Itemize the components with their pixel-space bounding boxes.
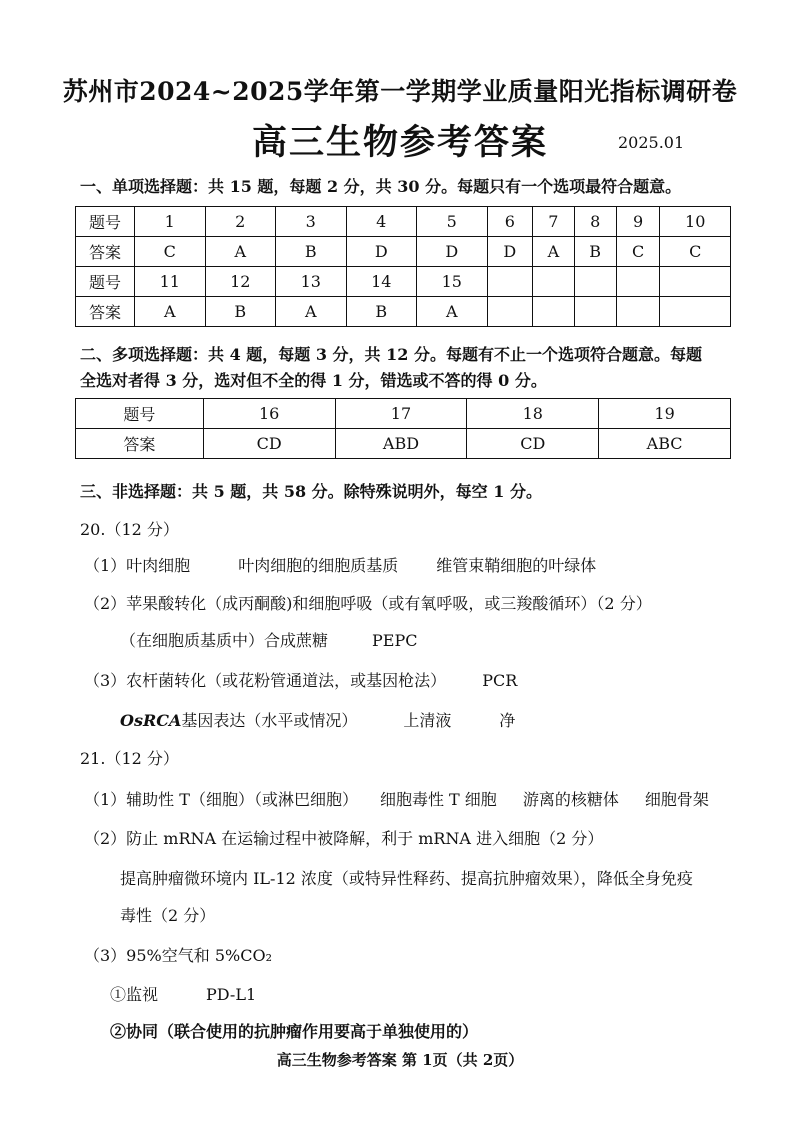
- q21-part2: （2）防止 mRNA 在运输过程中被降解，利于 mRNA 进入细胞（2 分）: [84, 829, 604, 848]
- q21-p1-a: （1）辅助性 T（细胞）（或淋巴细胞）: [84, 790, 358, 809]
- table-cell: C: [616, 237, 660, 267]
- q20-p1-c: 维管束鞘细胞的叶绿体: [436, 556, 597, 575]
- table-cell: B: [574, 237, 616, 267]
- q20-p2b-b: PEPC: [372, 631, 418, 650]
- q20-part3b: [120, 708, 515, 731]
- q21-p1-d: 细胞骨架: [644, 790, 709, 809]
- table-cell: 18: [467, 399, 599, 429]
- q21-part2b-line1: 提高肿瘤微环境内 IL-12 浓度（或特异性释药、提高抗肿瘤效果），降低全身免疫: [120, 869, 693, 888]
- table-cell: ABC: [599, 429, 731, 459]
- q20-p3b-a: 基因表达（水平或情况）: [181, 711, 358, 730]
- table-cell: [574, 267, 616, 297]
- table-cell: [616, 297, 660, 327]
- gene-name: OsRCA: [120, 711, 182, 730]
- section3-heading: 三、非选择题：共 5 题，共 58 分。除特殊说明外，每空 1 分。: [80, 482, 542, 501]
- row-header-cell: 答案: [76, 429, 204, 459]
- q21-p1-c: 游离的核糖体: [522, 790, 619, 809]
- row-header-cell: 答案: [76, 297, 135, 327]
- single-choice-table: [75, 206, 731, 327]
- q21-part3a: [110, 982, 256, 1005]
- table-cell: [487, 267, 533, 297]
- table-cell: A: [276, 297, 347, 327]
- table-cell: 17: [335, 399, 467, 429]
- table-cell: D: [417, 237, 488, 267]
- table-cell: A: [135, 297, 206, 327]
- q21-part3b: ②协同（联合使用的抗肿瘤作用要高于单独使用的）: [110, 1022, 479, 1041]
- table-cell: 1: [135, 207, 206, 237]
- table-cell: 3: [276, 207, 347, 237]
- date-label: 2025.01: [618, 133, 685, 152]
- q20-p1-a: （1）叶肉细胞: [84, 556, 191, 575]
- q21-part2b-line2: 毒性（2 分）: [120, 906, 216, 925]
- table-cell: 19: [599, 399, 731, 429]
- table-cell: 14: [346, 267, 417, 297]
- table-cell: 7: [533, 207, 574, 237]
- table-cell: C: [135, 237, 206, 267]
- table-cell: 16: [203, 399, 335, 429]
- table-cell: D: [346, 237, 417, 267]
- table-cell: 4: [346, 207, 417, 237]
- table-cell: A: [417, 297, 488, 327]
- table-cell: A: [205, 237, 276, 267]
- table-cell: 5: [417, 207, 488, 237]
- q20-part2: （2）苹果酸转化（成丙酮酸)和细胞呼吸（或有氧呼吸，或三羧酸循环）（2 分）: [84, 594, 652, 613]
- page-title: 高三生物参考答案: [251, 122, 548, 163]
- row-header-cell: 题号: [76, 207, 135, 237]
- q20-part1: [84, 553, 596, 576]
- section2-heading-line2: 全选对者得 3 分，选对但不全的得 1 分，错选或不答的得 0 分。: [80, 371, 547, 390]
- exam-title: 苏州市2024~2025学年第一学期学业质量阳光指标调研卷: [62, 77, 738, 106]
- table-row: [76, 237, 731, 267]
- table-cell: 11: [135, 267, 206, 297]
- table-row: [76, 399, 731, 429]
- table-cell: D: [487, 237, 533, 267]
- table-cell: B: [346, 297, 417, 327]
- table-cell: [533, 267, 574, 297]
- q20-p3b-b: 上清液: [403, 711, 452, 730]
- table-cell: [533, 297, 574, 327]
- section1-heading: 一、单项选择题：共 15 题，每题 2 分，共 30 分。每题只有一个选项最符合题意。: [80, 177, 682, 196]
- table-cell: 12: [205, 267, 276, 297]
- q20-part3: [84, 668, 517, 691]
- multi-choice-table: [75, 398, 731, 459]
- table-cell: [487, 297, 533, 327]
- row-header-cell: 题号: [76, 399, 204, 429]
- table-row: [76, 429, 731, 459]
- table-row: [76, 267, 731, 297]
- q20-p3b-c: 净: [499, 711, 516, 730]
- table-cell: A: [533, 237, 574, 267]
- q20-p3-a: （3）农杆菌转化（或花粉管通道法，或基因枪法）: [84, 671, 447, 690]
- table-cell: ABD: [335, 429, 467, 459]
- q20-p2b-a: （在细胞质基质中）合成蔗糖: [120, 631, 329, 650]
- page-footer: 高三生物参考答案 第 1页（共 2页）: [276, 1051, 524, 1069]
- q20-p1-b: 叶肉细胞的细胞质基质: [238, 556, 399, 575]
- q20-title: 20.（12 分）: [80, 520, 179, 539]
- table-row: [76, 297, 731, 327]
- section2-heading-line1: 二、多项选择题：共 4 题，每题 3 分，共 12 分。每题有不止一个选项符合题意。每题: [80, 345, 702, 364]
- table-cell: 13: [276, 267, 347, 297]
- table-cell: C: [660, 237, 731, 267]
- q21-p3a-a: ①监视: [110, 985, 159, 1004]
- table-cell: [660, 297, 731, 327]
- row-header-cell: 答案: [76, 237, 135, 267]
- table-cell: 2: [205, 207, 276, 237]
- q21-p3a-b: PD-L1: [206, 985, 257, 1004]
- table-cell: 8: [574, 207, 616, 237]
- table-cell: [574, 297, 616, 327]
- table-cell: [660, 267, 731, 297]
- q21-part3: （3）95%空气和 5%CO₂: [84, 946, 272, 965]
- table-cell: 6: [487, 207, 533, 237]
- table-cell: 15: [417, 267, 488, 297]
- table-cell: CD: [203, 429, 335, 459]
- table-cell: 9: [616, 207, 660, 237]
- q21-p1-b: 细胞毒性 T 细胞: [379, 790, 497, 809]
- table-cell: [616, 267, 660, 297]
- table-cell: B: [276, 237, 347, 267]
- table-cell: 10: [660, 207, 731, 237]
- q20-p3-b: PCR: [482, 671, 518, 690]
- q20-part2b: [120, 628, 417, 651]
- q21-title: 21.（12 分）: [80, 749, 179, 768]
- row-header-cell: 题号: [76, 267, 135, 297]
- table-cell: CD: [467, 429, 599, 459]
- table-cell: B: [205, 297, 276, 327]
- table-row: [76, 207, 731, 237]
- q21-part1: [84, 787, 709, 810]
